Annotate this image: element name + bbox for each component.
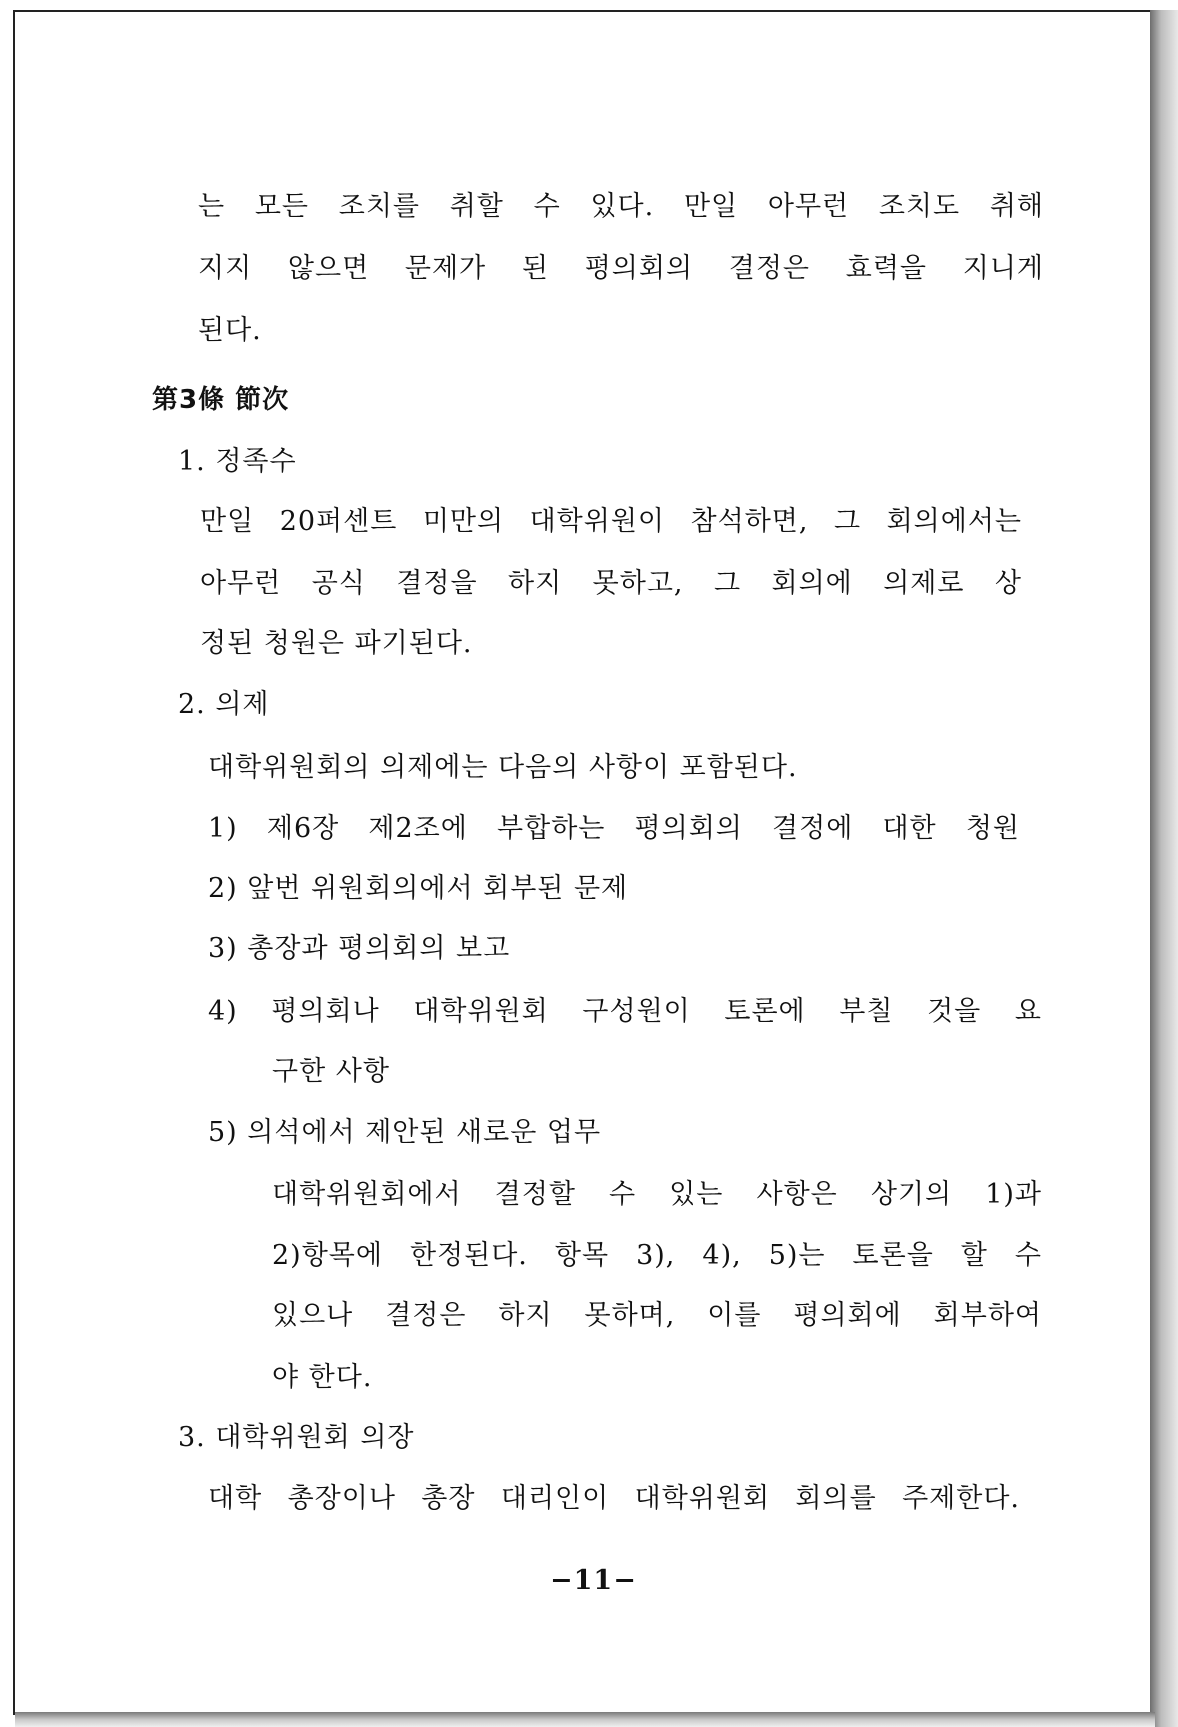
subsection-heading: 1. 정족수	[178, 446, 297, 477]
text-line: 는 모든 조치를 취할 수 있다. 만일 아무런 조치도 취해	[198, 191, 1044, 222]
text-line: 대학 총장이나 총장 대리인이 대학위원회 회의를 주제한다.	[208, 1483, 1020, 1514]
list-item: 4) 평의회나 대학위원회 구성원이 토론에 부칠 것을 요	[208, 996, 1042, 1027]
list-item: 5) 의석에서 제안된 새로운 업무	[208, 1117, 602, 1148]
text-line: 지지 않으면 문제가 된 평의회의 결정은 효력을 지니게	[198, 253, 1044, 284]
subsection-heading: 3. 대학위원회 의장	[178, 1422, 415, 1453]
text-line: 대학위원회에서 결정할 수 있는 사항은 상기의 1)과	[272, 1179, 1042, 1210]
text-line: 야 한다.	[272, 1362, 373, 1393]
text-line: 있으나 결정은 하지 못하며, 이를 평의회에 회부하여	[272, 1300, 1042, 1331]
list-item: 1) 제6장 제2조에 부합하는 평의회의 결정에 대한 청원	[208, 813, 1020, 844]
page-border-top	[13, 10, 1151, 12]
list-item-continuation: 구한 사항	[272, 1056, 390, 1087]
text-line: 2)항목에 한정된다. 항목 3), 4), 5)는 토론을 할 수	[272, 1240, 1042, 1271]
subsection-heading: 2. 의제	[178, 689, 270, 720]
page-shadow-bottom	[15, 1712, 1155, 1727]
section-heading: 第3條 節次	[152, 385, 290, 415]
text-line: 정된 청원은 파기된다.	[200, 628, 473, 659]
list-item: 3) 총장과 평의회의 보고	[208, 933, 511, 964]
text-line: 아무런 공식 결정을 하지 못하고, 그 회의에 의제로 상	[200, 568, 1022, 599]
page-number: −11−	[550, 1565, 637, 1596]
page-shadow-right	[1150, 10, 1178, 1727]
text-line: 대학위원회의 의제에는 다음의 사항이 포함된다.	[208, 752, 798, 783]
page-border-left	[13, 10, 15, 1715]
text-line: 된다.	[198, 315, 262, 346]
list-item: 2) 앞번 위원회의에서 회부된 문제	[208, 873, 629, 904]
text-line: 만일 20퍼센트 미만의 대학위원이 참석하면, 그 회의에서는	[200, 506, 1022, 537]
